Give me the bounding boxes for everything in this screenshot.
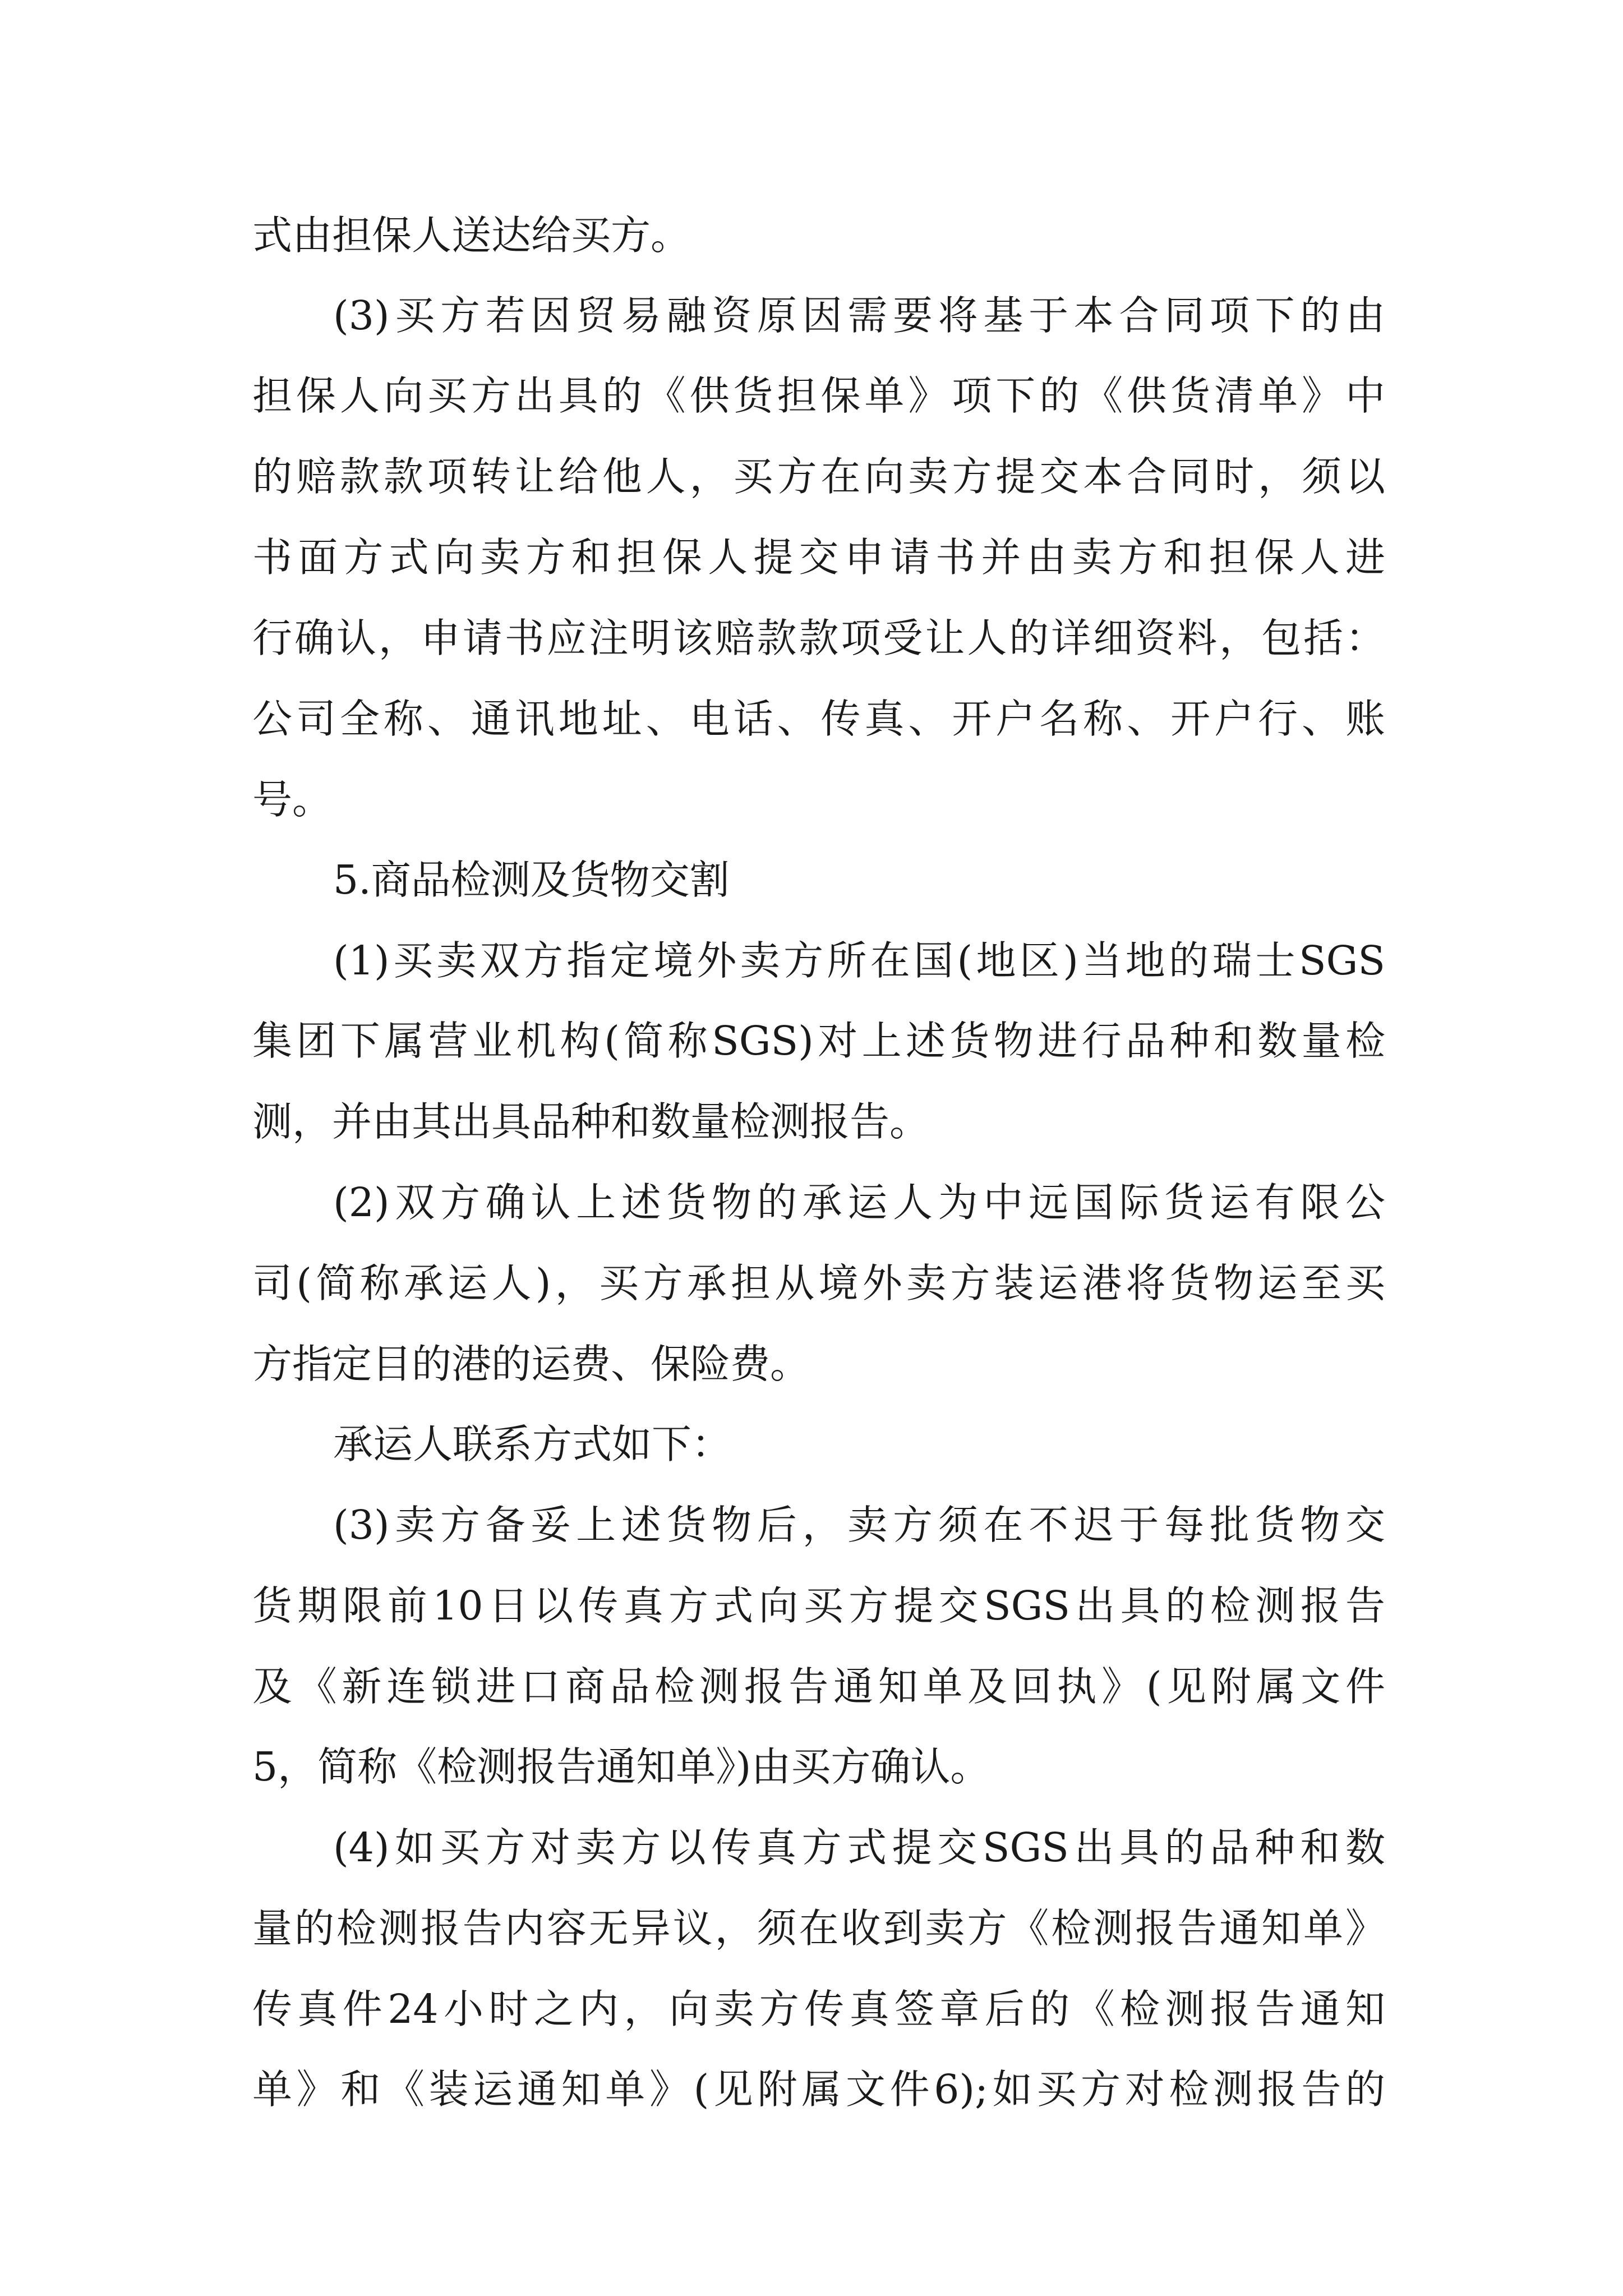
- text-line: 5，简称《检测报告通知单》)由买方确认。: [252, 1743, 990, 1790]
- text-line: 号。: [252, 776, 333, 823]
- section-heading: 5.商品检测及货物交割: [333, 857, 730, 903]
- paragraph-first-line: (2)双方确认上述货物的承运人为中远国际货运有限公: [333, 1179, 1385, 1226]
- text-line: 集团下属营业机构(简称SGS)对上述货物进行品种和数量检: [252, 1018, 1385, 1064]
- paragraph-first-line: (4)如买方对卖方以传真方式提交SGS出具的品种和数: [333, 1824, 1385, 1871]
- paragraph-first-line: (3)买方若因贸易融资原因需要将基于本合同项下的由: [333, 292, 1385, 339]
- paragraph-first-line: (3)卖方备妥上述货物后，卖方须在不迟于每批货物交: [333, 1502, 1385, 1548]
- text-line: 担保人向买方出具的《供货担保单》项下的《供货清单》中: [252, 372, 1385, 419]
- paragraph-first-line: (1)买卖双方指定境外卖方所在国(地区)当地的瑞士SGS: [333, 937, 1385, 984]
- paragraph-line: 承运人联系方式如下：: [333, 1421, 732, 1467]
- text-line: 式由担保人送达给买方。: [252, 212, 691, 259]
- text-line: 书面方式向卖方和担保人提交申请书并由卖方和担保人进: [252, 534, 1385, 581]
- text-line: 方指定目的港的运费、保险费。: [252, 1341, 810, 1387]
- text-line: 传真件24小时之内，向卖方传真签章后的《检测报告通知: [252, 1986, 1385, 2032]
- text-line: 货期限前10日以传真方式向买方提交SGS出具的检测报告: [252, 1582, 1385, 1629]
- text-line: 量的检测报告内容无异议，须在收到卖方《检测报告通知单》: [252, 1905, 1385, 1952]
- text-line: 行确认，申请书应注明该赔款款项受让人的详细资料，包括：: [252, 615, 1385, 661]
- text-line: 单》和《装运通知单》(见附属文件6);如买方对检测报告的: [252, 2066, 1385, 2113]
- text-line: 司(简称承运人)，买方承担从境外卖方装运港将货物运至买: [252, 1260, 1385, 1306]
- text-line: 测，并由其出具品种和数量检测报告。: [252, 1098, 930, 1145]
- text-line: 公司全称、通讯地址、电话、传真、开户名称、开户行、账: [252, 696, 1385, 742]
- text-line: 的赔款款项转让给他人，买方在向卖方提交本合同时，须以: [252, 453, 1385, 500]
- text-line: 及《新连锁进口商品检测报告通知单及回执》(见附属文件: [252, 1663, 1385, 1710]
